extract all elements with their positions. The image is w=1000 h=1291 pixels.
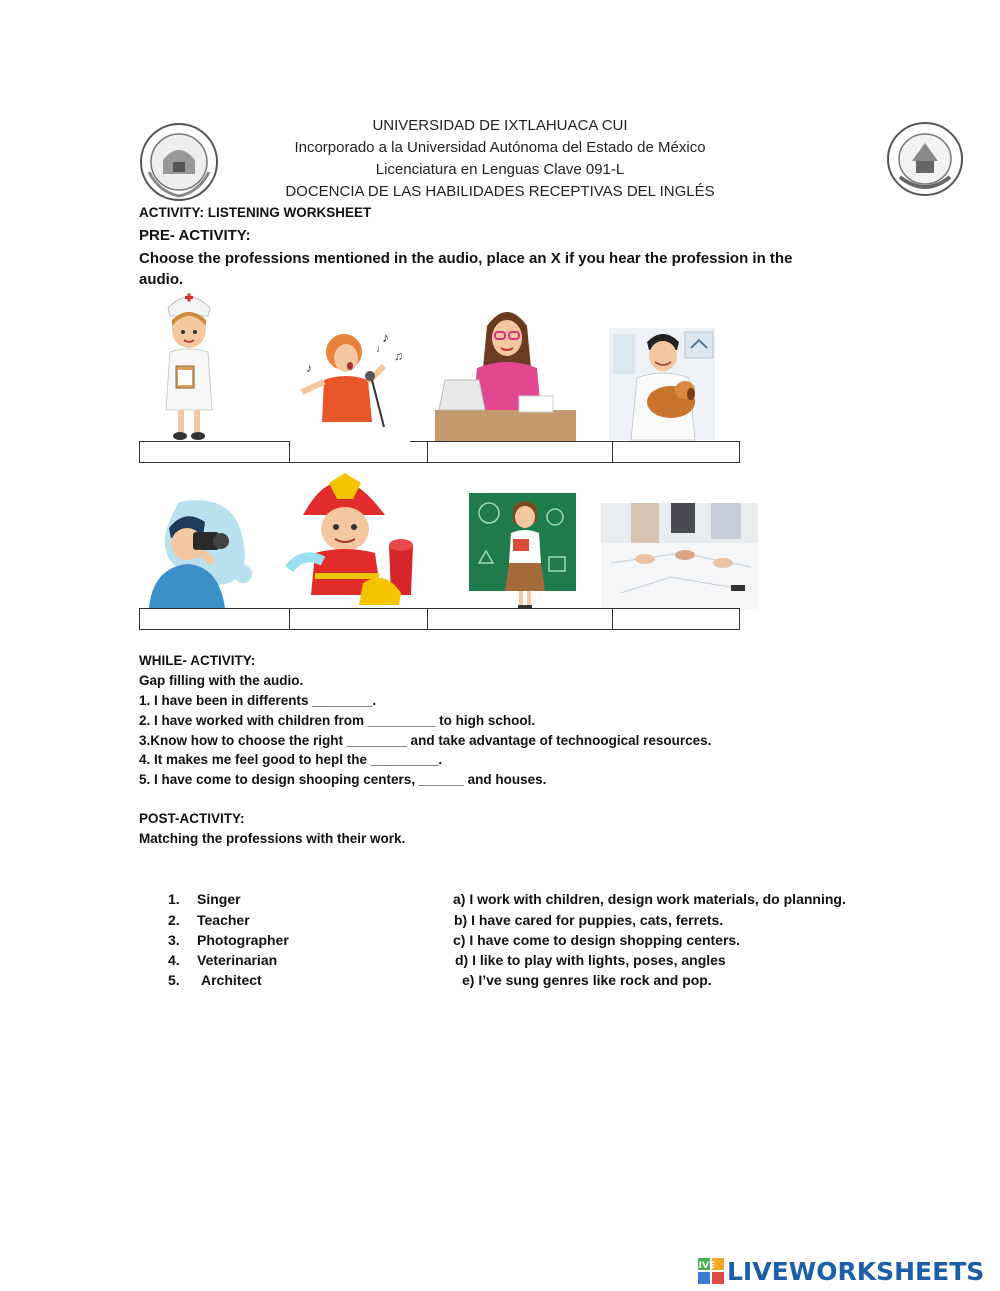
pre-activity-title: PRE- ACTIVITY: <box>139 227 251 244</box>
singer-image <box>292 322 412 432</box>
logo-letter: LIVE <box>692 1261 716 1271</box>
liveworksheets-logo[interactable] <box>692 1256 985 1286</box>
header-line-3: Licenciatura en Lenguas Clave 091-L <box>375 161 625 178</box>
match-number: 3. <box>168 932 180 948</box>
post-activity-subtitle: Matching the professions with their work. <box>139 831 406 846</box>
answer-box-architect[interactable] <box>612 608 740 630</box>
description-e: e) I’ve sung genres like rock and pop. <box>462 972 712 988</box>
while-activity-subtitle: Gap filling with the audio. <box>139 673 304 688</box>
description-b: b) I have cared for puppies, cats, ferrets. <box>454 912 724 928</box>
svg-text:♫: ♫ <box>394 349 403 363</box>
description-c: c) I have come to design shopping centers. <box>453 932 741 948</box>
svg-text:♪: ♪ <box>306 361 312 375</box>
pre-activity-instruction: Choose the professions mentioned in the audio, place an X if you hear the profession in the audio. <box>139 250 793 288</box>
answer-box-nurse[interactable] <box>139 441 290 463</box>
liveworksheets-brand-text: LIVEWORKSHEETS <box>727 1256 985 1286</box>
classroom-teacher-legs <box>518 591 532 609</box>
post-activity-title: POST-ACTIVITY: <box>139 811 245 826</box>
teacher-laptop-image <box>435 304 576 442</box>
header-line-2: Incorporado a la Universidad Autónoma del Estado de México <box>294 139 706 156</box>
answer-box-photographer[interactable] <box>139 608 290 630</box>
university-seal-left <box>139 122 219 202</box>
classroom-teacher-image <box>469 493 576 591</box>
svg-text:♩: ♩ <box>376 344 386 355</box>
answer-box-veterinarian[interactable] <box>612 441 740 463</box>
profession-singer: Singer <box>197 891 241 907</box>
profession-architect: Architect <box>201 972 262 988</box>
answer-box-firefighter[interactable] <box>289 608 428 630</box>
match-number: 5. <box>168 972 180 988</box>
nurse-image <box>158 290 220 442</box>
profession-teacher: Teacher <box>197 912 250 928</box>
profession-photographer: Photographer <box>197 932 289 948</box>
liveworksheets-icon <box>692 1258 724 1284</box>
gap-item-3: 3.Know how to choose the right ________ and take advantage of technoogical resources. <box>139 733 712 748</box>
lenguas-seal-right <box>886 121 964 197</box>
answer-box-singer[interactable] <box>289 441 428 463</box>
gap-item-2: 2. I have worked with children from _________ to high school. <box>139 713 536 728</box>
gap-item-5: 5. I have come to design shooping centers, ______ and houses. <box>139 772 547 787</box>
match-number: 1. <box>168 891 180 907</box>
architects-image <box>601 503 758 609</box>
description-d: d) I like to play with lights, poses, angles <box>455 952 726 968</box>
profession-veterinarian: Veterinarian <box>197 952 278 968</box>
header-line-4: DOCENCIA DE LAS HABILIDADES RECEPTIVAS DEL INGLÉS <box>285 183 715 200</box>
firefighter-image <box>289 465 420 608</box>
header-line-1: UNIVERSIDAD DE IXTLAHUACA CUI <box>372 117 628 134</box>
while-activity-title: WHILE- ACTIVITY: <box>139 653 256 668</box>
gap-item-4: 4. It makes me feel good to hepl the _________. <box>139 752 443 767</box>
answer-box-teacher-2[interactable] <box>427 608 613 630</box>
photographer-image <box>139 492 255 608</box>
description-a: a) I work with children, design work materials, do planning. <box>453 891 846 907</box>
match-number: 4. <box>168 952 180 968</box>
match-number: 2. <box>168 912 180 928</box>
gap-item-1: 1. I have been in differents ________. <box>139 693 377 708</box>
answer-box-teacher[interactable] <box>427 441 613 463</box>
veterinarian-image <box>609 328 715 440</box>
activity-title: ACTIVITY: LISTENING WORKSHEET <box>139 205 372 220</box>
svg-text:♪: ♪ <box>382 329 389 345</box>
